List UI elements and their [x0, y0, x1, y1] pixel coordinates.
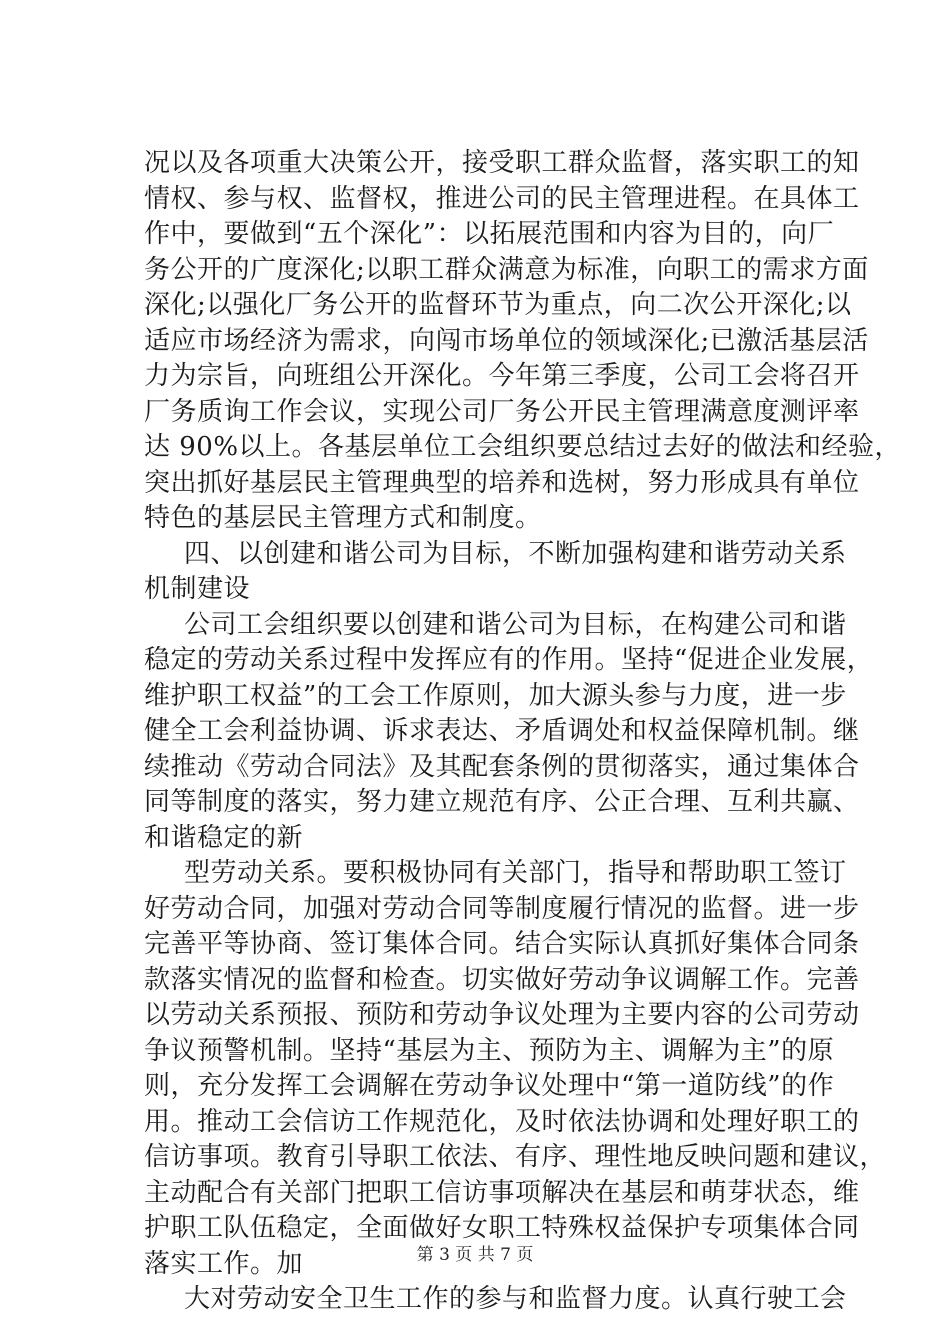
text-line: 和谐稳定的新 [144, 822, 304, 853]
text-line: 则，充分发挥工会调解在劳动争议处理中“第一道防线”的作 [144, 1071, 835, 1101]
text-line: 力为宗旨，向班组公开深化。今年第三季度，公司工会将召开 [144, 361, 860, 391]
text-line: 同等制度的落实，努力建立规范有序、公正合理、互利共赢、 [144, 787, 860, 817]
text-line: 情权、参与权、监督权，推进公司的民主管理进程。在具体工 [144, 183, 860, 214]
text-line: 主动配合有关部门把职工信访事项解决在基层和萌芽状态，维 [144, 1177, 860, 1208]
text-line: 健全工会利益协调、诉求表达、矛盾调处和权益保障机制。继 [144, 716, 860, 746]
text-line: 稳定的劳动关系过程中发挥应有的作用。坚持“促进企业发展， [144, 645, 874, 675]
text-line: 突出抓好基层民主管理典型的培养和选树，努力形成具有单位 [144, 467, 860, 498]
text-line: 作中，要做到“五个深化”：以拓展范围和内容为目的，向厂 [144, 219, 835, 249]
page-footer: 第 3 页 共 7 页 [416, 1245, 534, 1265]
text-line: 达 90%以上。各基层单位工会组织要总结过去好的做法和经验， [144, 432, 902, 462]
text-line: 公司工会组织要以创建和谐公司为目标，在构建公司和谐 [184, 609, 847, 640]
text-line: 务公开的广度深化;以职工群众满意为标准，向职工的需求方面 [144, 254, 869, 285]
text-line: 深化;以强化厂务公开的监督环节为重点，向二次公开深化;以 [144, 290, 852, 320]
text-line: 护职工队伍稳定，全面做好女职工特殊权益保护专项集体合同 [144, 1213, 860, 1243]
text-line: 款落实情况的监督和检查。切实做好劳动争议调解工作。完善 [144, 964, 860, 995]
text-line: 特色的基层民主管理方式和制度。 [144, 503, 542, 533]
text-line: 四、以创建和谐公司为目标，不断加强构建和谐劳动关系 [184, 538, 847, 569]
text-line: 以劳动关系预报、预防和劳动争议处理为主要内容的公司劳动 [144, 1000, 860, 1030]
text-line: 机制建设 [144, 574, 251, 604]
text-line: 续推动《劳动合同法》及其配套条例的贯彻落实，通过集体合 [144, 751, 860, 782]
text-line: 厂务质询工作会议，实现公司厂务公开民主管理满意度测评率 [144, 396, 860, 427]
text-line: 维护职工权益”的工会工作原则，加大源头参与力度，进一步 [144, 680, 847, 711]
text-line: 争议预警机制。坚持“基层为主、预防为主、调解为主”的原 [144, 1035, 835, 1066]
text-line: 型劳动关系。要积极协同有关部门，指导和帮助职工签订 [184, 858, 847, 888]
text-line: 落实工作。加 [144, 1248, 304, 1279]
text-line: 况以及各项重大决策公开，接受职工群众监督，落实职工的知 [144, 148, 860, 178]
text-line: 完善平等协商、签订集体合同。结合实际认真抓好集体合同条 [144, 929, 860, 959]
document-body [144, 146, 902, 1318]
text-line: 信访事项。教育引导职工依法、有序、理性地反映问题和建议， [144, 1142, 887, 1172]
text-line: 用。推动工会信访工作规范化，及时依法协调和处理好职工的 [144, 1106, 860, 1137]
text-line: 好劳动合同，加强对劳动合同等制度履行情况的监督。进一步 [144, 893, 860, 924]
text-line: 大对劳动安全卫生工作的参与和监督力度。认真行驶工会 [184, 1284, 847, 1314]
text-line: 适应市场经济为需求，向闯市场单位的领域深化;已激活基层活 [144, 325, 869, 356]
